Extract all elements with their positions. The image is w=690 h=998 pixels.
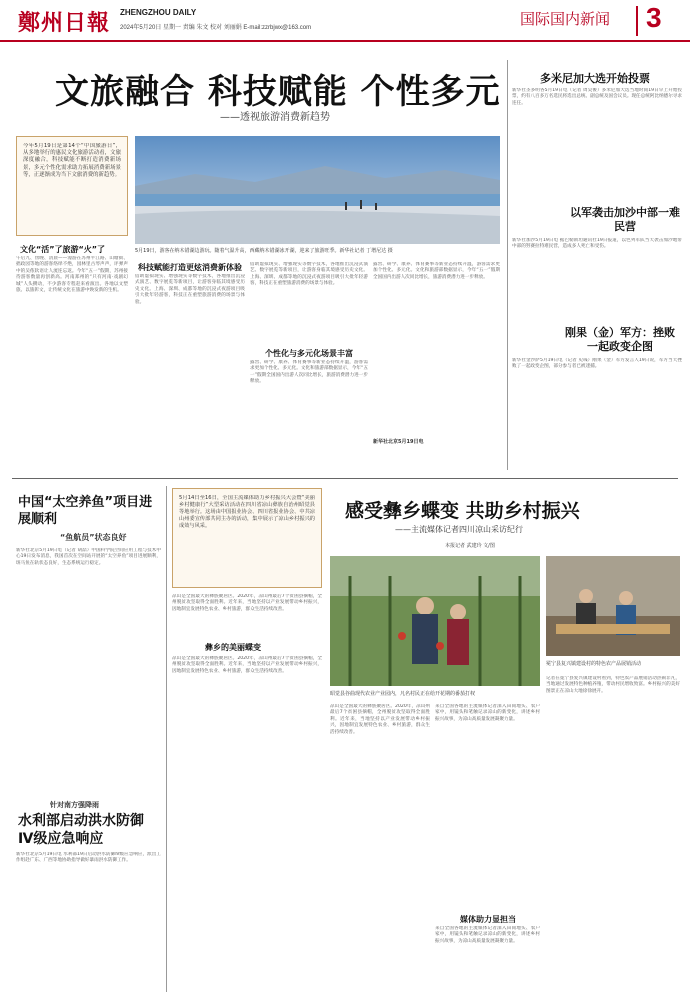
feature-small-caption: 冕宁县复兴镇建设村的特色农产品展销活动: [546, 661, 642, 667]
lead-photo-caption: 5月19日，游客在纳木错湖边游玩。随着气温升高，西藏纳木错湖冰开湖，迎来了旅游旺季。新华社记者 丁增尼达 摄: [135, 248, 393, 254]
gaza-text: 新华社加沙5月19日电 据巴勒斯坦通讯社19日报道，以色列军队当天袭击加沙地带中部的努赛拉特难民营，造成多人死亡和受伤。: [512, 238, 682, 250]
feature-section2-title: 媒体助力显担当: [460, 915, 516, 924]
space-fish-text: 新华社北京5月19日电（记者 胡喆）中国科学院空间应用工程与技术中心19日发布消息，我国首次在空间站开展的“太空养鱼”项目进展顺利，斑马鱼在轨状态良好，生态系统运行稳定。: [16, 548, 161, 566]
space-fish-subtitle: “鱼航员”状态良好: [60, 533, 127, 542]
lead-section2-text: 借助虚拟现实、增强现实等数字技术，各地推出沉浸式演艺、数字展览等新项目，让游客身临其境感受历史文化。上海、深圳、成都等地的沉浸式夜游项目吸引大批年轻游客，科技正在重塑旅游消费的场景与体验。: [135, 274, 245, 305]
feature-column3-text: 来自全国各地的主流媒体记者深入田间地头、农户家中，用镜头和笔触记录凉山的新变化，讲述乡村振兴故事，为凉山高质量发展凝聚力量。: [435, 704, 540, 722]
lead-subtitle: ——透视旅游消费新趋势: [220, 112, 330, 123]
lead-column3-text: 借助虚拟现实、增强现实等数字技术，各地推出沉浸式演艺、数字展览等新项目，让游客身临其境感受历史文化。上海、深圳、成都等地的沉浸式夜游项目吸引大批年轻游客，科技正在重塑旅游消费的场景与体验。: [250, 262, 368, 287]
greenhouse-image: [330, 556, 540, 686]
feature-intro-text: 5月14日至16日，全国主流媒体助力乡村振兴大会暨“美丽乡村健康行”大型采访活动在四川省凉山彝族自治州昭觉县等地举行。这场由中国报业协会、四川省报业协会、中共凉山州委宣传部共同主办的活动，集中展示了凉山乡村振兴的成效与风采。: [179, 495, 315, 529]
masthead-info: 2024年5月20日 星期一 责编 朱文 校对 刘丽娟 E-mail:zzrbjwx@163.com: [120, 25, 312, 31]
flood-headline: 水利部启动洪水防御Ⅳ级应急响应: [18, 813, 144, 847]
gaza-headline: 以军袭击加沙中部一难民营: [570, 206, 680, 233]
section-title: 国际国内新闻: [520, 10, 611, 28]
feature-subtitle: ——主流媒体记者四川凉山采访纪行: [395, 525, 523, 534]
dominican-text: 新华社圣多明各5月19日电（记者 周昊俊）多米尼加大选当地时间19日早上开始投票，约有八百多万名选民将选出总统、副总统及国会议员。现任总统阿比纳德尔寻求连任。: [512, 88, 682, 106]
space-fish-headline: 中国“太空养鱼”项目进展顺利: [18, 495, 153, 527]
feature-section1-text: 凉山是全国最大的彝族聚居区。2020年，凉山州最后7个贫困县摘帽，全州脱贫攻坚取得全面胜利。近年来，当地坚持以产业发展带动乡村振兴，因地制宜发展特色农业、乡村旅游，群众生活持续改善。: [172, 656, 322, 674]
feature-section1-title: 彝乡的美丽蝶变: [205, 643, 261, 652]
column-divider: [507, 60, 508, 470]
lead-intro-box: [16, 136, 128, 236]
masthead-english: ZHENGZHOU DAILY: [120, 8, 197, 17]
lead-section1-title: 文化“活”了旅游“火”了: [20, 245, 106, 254]
lead-intro-text: 今年5月19日是第14个“中国旅游日”，从多地举行的惠民文化旅游活动看，文旅深度融合，科技赋能不断打造消费新场景，多元个性化需求助力拓展消费新场景等，正逐渐成为当下文旅消费的新趋势。: [23, 143, 121, 178]
feature-section2-text: 来自全国各地的主流媒体记者深入田间地头、农户家中，用镜头和笔触记录凉山的新变化，讲述乡村振兴故事，为凉山高质量发展凝聚力量。: [435, 926, 540, 944]
feature-column2-text: 凉山是全国最大的彝族聚居区。2020年，凉山州最后7个贫困县摘帽，全州脱贫攻坚取得全面胜利。近年来，当地坚持以产业发展带动乡村振兴，因地制宜发展特色农业、乡村旅游，群众生活持续改善。: [330, 704, 430, 735]
lead-headline: 文旅融合 科技赋能 个性多元: [55, 72, 501, 112]
drc-text: 新华社金沙萨5月19日电（记者 史彧）刚果（金）军方发言人19日说，军方当天挫败了一起政变企图，部分参与者已被逮捕。: [512, 358, 682, 370]
dominican-headline: 多米尼加大选开始投票: [540, 72, 650, 85]
lead-section2-title: 科技赋能打造更炫消费新体验: [138, 263, 242, 272]
lead-photo: [135, 136, 500, 244]
column-divider-lower: [166, 486, 167, 992]
masthead: [0, 0, 690, 42]
feature-photo: [330, 556, 540, 686]
flood-text: 新华社北京5月19日电 水利部19日启动洪水防御Ⅳ级应急响应，派出工作组赴广东、广西等地协助指导做好暴雨洪水防御工作。: [16, 852, 161, 864]
lead-byline: 新华社北京5月19日电: [373, 439, 424, 445]
feature-intro-box: [172, 488, 322, 588]
lead-section3-text: 露营、研学、康养、体育赛事等新业态持续升温，游客需求更加个性化、多元化。文化和旅游部数据显示，今年“五一”假期全国国内出游人次同比增长，旅游消费潜力进一步释放。: [250, 360, 368, 385]
feature-right-text: 记者在冕宁县复兴镇建设村看到，特色农产品展销活动热闹非凡，当地通过发展特色种植养殖，带动村民增收致富。乡村振兴的美好图景正在凉山大地徐徐展开。: [546, 676, 680, 694]
lake-landscape-image: [135, 136, 500, 244]
page-number: 3: [646, 2, 662, 33]
newspaper-logo: 鄭州日報: [18, 10, 111, 36]
market-image: [546, 556, 680, 656]
feature-byline: 本报记者 武建玲 文/图: [445, 543, 495, 549]
flood-kicker: 针对南方强降雨: [50, 801, 99, 809]
lead-section3-title: 个性化与多元化场景丰富: [265, 349, 353, 358]
section-divider: [12, 478, 678, 479]
feature-photo-caption: 昭觉县谷曲现代农业产业园内，凡名村民正在给开花期的番茄打杈: [330, 691, 476, 697]
drc-headline: 刚果（金）军方：挫败一起政变企图: [565, 326, 675, 353]
lead-section1-text: 午后九、傍晚、清晨——漫游在苏州平江路、山塘街、拙政园等地的游客络绎不绝，园林里古琴声声，评弹声中的吴侬软语让人流连忘返。今年“五一”假期，苏州接待游客数量再创新高。河南郑州的“只有河南·戏剧幻城”人头攒动，不少游客专程赶来看演出。各地以文塑旅、以旅彰文，让传统文化在旅游中焕发新的生机。: [16, 256, 128, 294]
feature-small-photo: [546, 556, 680, 656]
lead-column4-text: 露营、研学、康养、体育赛事等新业态持续升温，游客需求更加个性化、多元化。文化和旅游部数据显示，今年“五一”假期全国国内出游人次同比增长，旅游消费潜力进一步释放。: [373, 262, 500, 280]
feature-lead-text: 凉山是全国最大的彝族聚居区。2020年，凉山州最后7个贫困县摘帽，全州脱贫攻坚取得全面胜利。近年来，当地坚持以产业发展带动乡村振兴，因地制宜发展特色农业、乡村旅游，群众生活持续改善。: [172, 594, 322, 612]
page-number-divider: [636, 6, 638, 36]
feature-headline: 感受彝乡蝶变 共助乡村振兴: [345, 500, 580, 522]
